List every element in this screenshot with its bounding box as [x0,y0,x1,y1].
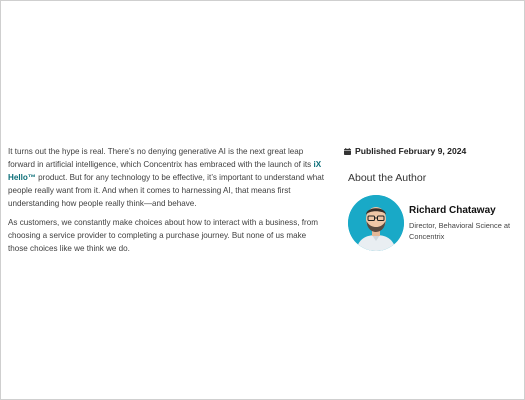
article-paragraph-1 [8,145,326,210]
published-text: Published February 9, 2024 [355,146,467,156]
author-avatar[interactable] [348,195,404,251]
paragraph-text: product. But for any technology to be effective, it’s important to understand what people really want from it. And when it comes to harnessing AI, that means first understanding how people really think—and behave. [8,173,324,208]
published-date [344,146,466,156]
author-portrait [348,195,404,251]
author-role: Director, Behavioral Science at Concentrix [409,221,511,241]
calendar-icon [344,148,351,155]
about-author-heading: About the Author [348,172,427,184]
paragraph-text: It turns out the hype is real. There’s no denying generative AI is the next great leap forward in artificial intelligence, which Concentrix has embraced with the launch of its [8,147,314,169]
author-name[interactable]: Richard Chataway [409,205,496,216]
article-body [8,145,326,261]
article-paragraph-2: As customers, we constantly make choices about how to interact with a business, from choosing a service provider to completing a purchase journey. But none of us make those choices like we think we do. [8,218,318,253]
ix-hello-link[interactable]: iX Hello™ [8,160,322,182]
